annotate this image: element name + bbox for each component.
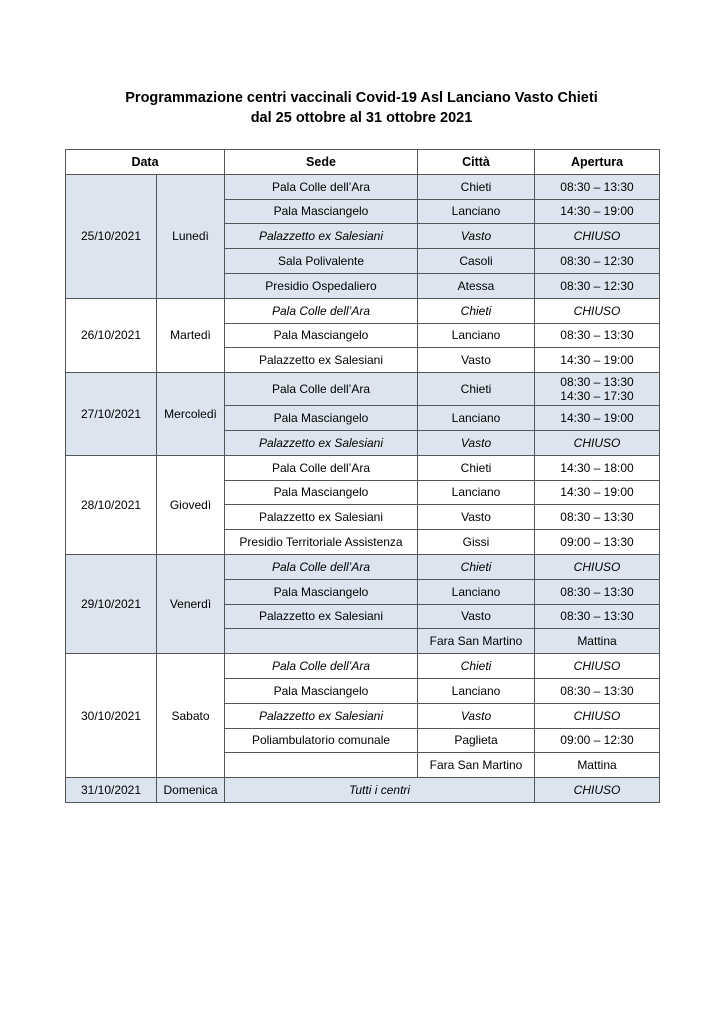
apertura-cell: 14:30 – 19:00 <box>535 406 660 431</box>
citta-cell: Chieti <box>418 554 535 579</box>
apertura-cell: 14:30 – 19:00 <box>535 480 660 505</box>
sede-cell: Palazzetto ex Salesiani <box>225 430 418 455</box>
sede-cell: Pala Colle dell’Ara <box>225 298 418 323</box>
sede-cell: Palazzetto ex Salesiani <box>225 703 418 728</box>
apertura-cell: 08:30 – 12:30 <box>535 249 660 274</box>
apertura-cell: 08:30 – 13:30 <box>535 579 660 604</box>
table-row <box>66 654 660 679</box>
apertura-cell: CHIUSO <box>535 224 660 249</box>
citta-cell: Chieti <box>418 455 535 480</box>
apertura-cell: 08:30 – 13:30 <box>535 323 660 348</box>
day-date: 29/10/2021 <box>66 554 157 653</box>
citta-cell: Vasto <box>418 348 535 373</box>
table-row <box>66 554 660 579</box>
table-row <box>66 298 660 323</box>
apertura-cell: 09:00 – 13:30 <box>535 530 660 555</box>
day-weekday: Giovedì <box>157 455 225 554</box>
day-weekday: Martedì <box>157 298 225 372</box>
citta-cell: Lanciano <box>418 480 535 505</box>
apertura-cell: CHIUSO <box>535 298 660 323</box>
sede-cell: Pala Masciangelo <box>225 406 418 431</box>
citta-cell: Atessa <box>418 273 535 298</box>
sede-cell: Pala Masciangelo <box>225 199 418 224</box>
citta-cell: Vasto <box>418 604 535 629</box>
apertura-cell: 14:30 – 19:00 <box>535 348 660 373</box>
schedule-table <box>65 149 660 803</box>
day-weekday: Domenica <box>157 778 225 803</box>
header-sede: Sede <box>225 150 418 175</box>
header-row <box>66 150 660 175</box>
apertura-cell <box>535 373 660 406</box>
day-date: 26/10/2021 <box>66 298 157 372</box>
day-weekday: Sabato <box>157 654 225 778</box>
sede-cell: Pala Colle dell’Ara <box>225 373 418 406</box>
sede-cell: Poliambulatorio comunale <box>225 728 418 753</box>
day-date: 27/10/2021 <box>66 373 157 456</box>
citta-cell: Casoli <box>418 249 535 274</box>
sede-cell: Sala Polivalente <box>225 249 418 274</box>
apertura-cell: 08:30 – 13:30 <box>535 678 660 703</box>
day-weekday: Lunedì <box>157 174 225 298</box>
apertura-cell: 09:00 – 12:30 <box>535 728 660 753</box>
header-citta: Città <box>418 150 535 175</box>
sede-cell: Pala Colle dell’Ara <box>225 174 418 199</box>
table-row <box>66 373 660 406</box>
sede-cell: Palazzetto ex Salesiani <box>225 348 418 373</box>
sede-cell: Pala Masciangelo <box>225 323 418 348</box>
sede-cell: Pala Masciangelo <box>225 678 418 703</box>
apertura-line-2: 14:30 – 17:30 <box>560 389 634 404</box>
sede-cell: Presidio Territoriale Assistenza <box>225 530 418 555</box>
sede-cell: Pala Colle dell’Ara <box>225 554 418 579</box>
citta-cell: Fara San Martino <box>418 629 535 654</box>
apertura-cell: CHIUSO <box>535 703 660 728</box>
day-date: 28/10/2021 <box>66 455 157 554</box>
apertura-cell: CHIUSO <box>535 654 660 679</box>
sede-cell: Palazzetto ex Salesiani <box>225 224 418 249</box>
day-date: 31/10/2021 <box>66 778 157 803</box>
sede-cell: Pala Colle dell’Ara <box>225 455 418 480</box>
table-row <box>66 174 660 199</box>
sede-cell: Palazzetto ex Salesiani <box>225 505 418 530</box>
citta-cell: Vasto <box>418 224 535 249</box>
citta-cell: Lanciano <box>418 678 535 703</box>
sede-cell: Presidio Ospedaliero <box>225 273 418 298</box>
sede-cell: Pala Colle dell’Ara <box>225 654 418 679</box>
apertura-cell: 08:30 – 13:30 <box>535 604 660 629</box>
citta-cell: Chieti <box>418 654 535 679</box>
day-date: 25/10/2021 <box>66 174 157 298</box>
apertura-cell: CHIUSO <box>535 778 660 803</box>
day-date: 30/10/2021 <box>66 654 157 778</box>
table-row <box>66 455 660 480</box>
citta-cell: Lanciano <box>418 323 535 348</box>
citta-cell: Fara San Martino <box>418 753 535 778</box>
table-row <box>66 778 660 803</box>
citta-cell: Vasto <box>418 505 535 530</box>
citta-cell: Paglieta <box>418 728 535 753</box>
header-data: Data <box>66 150 225 175</box>
citta-cell: Vasto <box>418 430 535 455</box>
sede-cell: Palazzetto ex Salesiani <box>225 604 418 629</box>
sede-cell: Pala Masciangelo <box>225 579 418 604</box>
day-weekday: Mercoledì <box>157 373 225 456</box>
citta-cell: Gissi <box>418 530 535 555</box>
citta-cell: Lanciano <box>418 579 535 604</box>
citta-cell: Lanciano <box>418 406 535 431</box>
apertura-cell: Mattina <box>535 753 660 778</box>
apertura-cell: CHIUSO <box>535 430 660 455</box>
sede-cell <box>225 629 418 654</box>
citta-cell: Vasto <box>418 703 535 728</box>
document-subtitle: dal 25 ottobre al 31 ottobre 2021 <box>250 110 473 126</box>
citta-cell: Lanciano <box>418 199 535 224</box>
apertura-cell: Mattina <box>535 629 660 654</box>
apertura-cell: 14:30 – 19:00 <box>535 199 660 224</box>
apertura-cell: 14:30 – 18:00 <box>535 455 660 480</box>
citta-cell: Chieti <box>418 298 535 323</box>
apertura-line-1: 08:30 – 13:30 <box>560 375 634 390</box>
apertura-cell: 08:30 – 13:30 <box>535 174 660 199</box>
apertura-cell: 08:30 – 12:30 <box>535 273 660 298</box>
sede-cell: Pala Masciangelo <box>225 480 418 505</box>
citta-cell: Chieti <box>418 373 535 406</box>
citta-cell: Chieti <box>418 174 535 199</box>
sede-cell: Tutti i centri <box>225 778 535 803</box>
day-weekday: Venerdì <box>157 554 225 653</box>
apertura-cell: 08:30 – 13:30 <box>535 505 660 530</box>
document-title: Programmazione centri vaccinali Covid-19 Asl Lanciano Vasto Chieti <box>125 90 598 106</box>
sede-cell <box>225 753 418 778</box>
header-apertura: Apertura <box>535 150 660 175</box>
apertura-cell: CHIUSO <box>535 554 660 579</box>
